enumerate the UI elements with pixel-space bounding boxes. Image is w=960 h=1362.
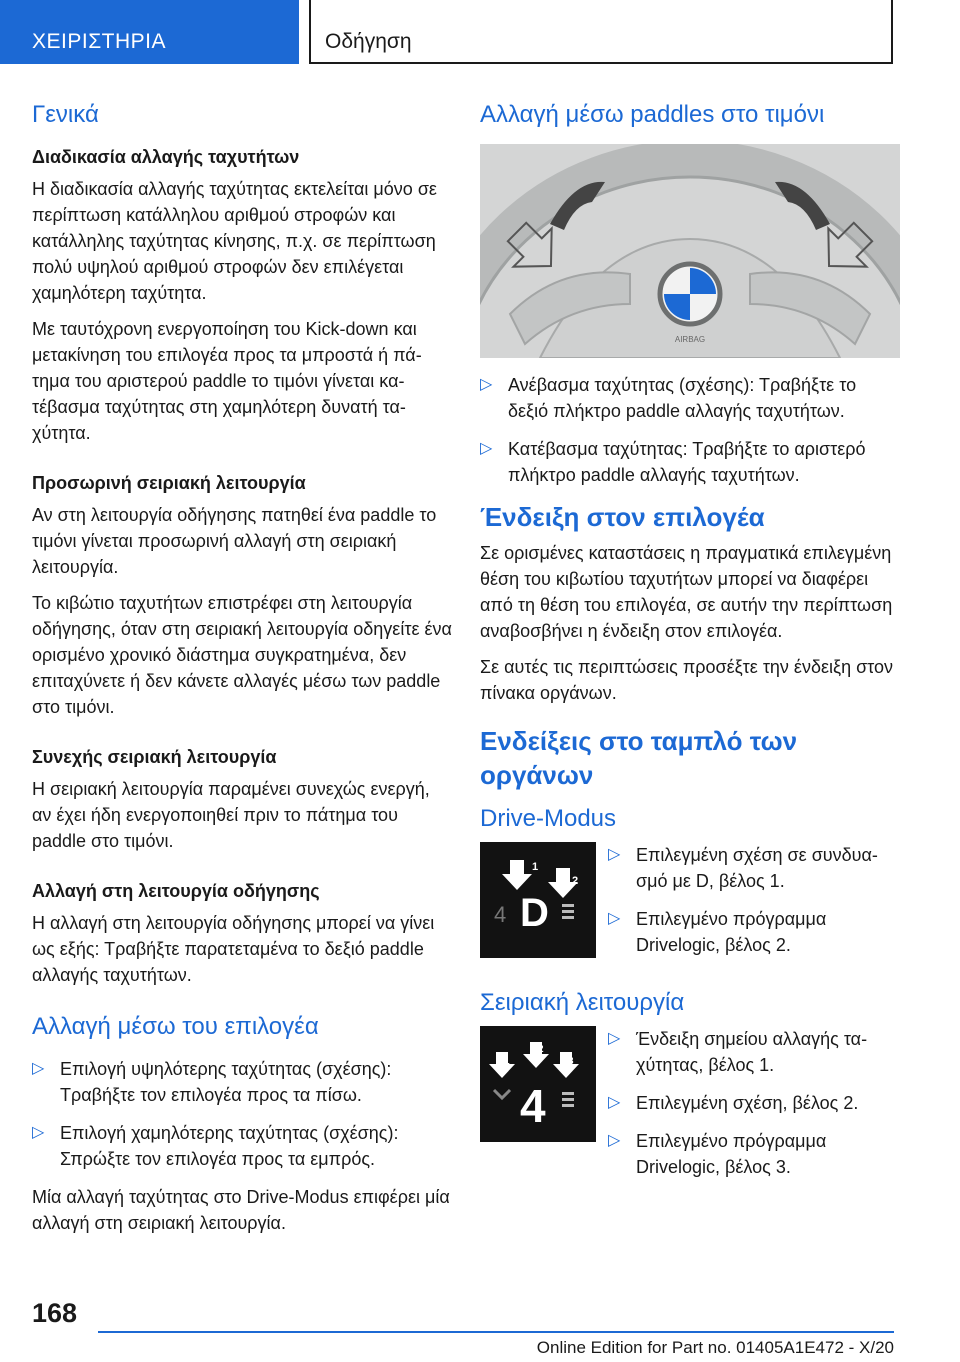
paragraph: Μία αλλαγή ταχύτητας στο Drive-Modus επιφέρει μία αλλαγή στη σειριακή λειτουργία.	[32, 1187, 450, 1233]
triangle-right-outline-icon: ▷	[608, 1132, 621, 1149]
right-column	[480, 100, 900, 1210]
airbag-badge: AIRBAG	[674, 335, 706, 344]
paragraph: Με ταυτόχρονη ενεργοποίηση του Kick-down και μετακίνηση του επιλογέα προς τα μπροστά ή πάτημα του αριστερού paddle το τιμόνι γίνεται κατέβασμα ταχύτητας στη χαμηλότερη δυνατή ταχύτητα.	[32, 319, 422, 443]
left-column	[32, 100, 452, 1246]
chapter-header	[309, 0, 893, 64]
paragraph: Η διαδικασία αλλαγής ταχύτητας εκτελείται μόνο σε περίπτωση κατάλληλου αριθμού στροφών και κατάλληλης ταχύτητας κίνησης, π.χ. σε περίπτωση πολύ υψηλού αριθμού στροφών δεν επιλέγεται χαμηλότερη ταχύτητα.	[32, 179, 437, 303]
bullet-list	[608, 1026, 900, 1192]
list-item: ▷ Ανέβασμα ταχύτητας (σχέσης): Τραβήξτε το δεξιό πλήκτρο paddle αλλαγής ταχυτήτων.	[480, 372, 900, 424]
triangle-right-outline-icon: ▷	[608, 846, 621, 863]
heading-manual-mode: Σειριακή λειτουργία	[480, 989, 685, 1016]
heading-selector-lever: Αλλαγή μέσω του επιλογέα	[32, 1013, 319, 1040]
heading-switch-drive: Αλλαγή στη λειτουργία οδήγησης	[32, 881, 320, 901]
svg-text:3: 3	[568, 1056, 574, 1067]
heading-instrument-cluster: Ενδείξεις στο ταμπλό των οργάνων	[480, 726, 798, 790]
triangle-right-outline-icon: ▷	[608, 1094, 621, 1111]
triangle-right-outline-icon: ▷	[480, 376, 493, 393]
svg-text:D: D	[520, 891, 549, 935]
page-number: 168	[32, 1298, 78, 1328]
heading-general: Γενικά	[32, 101, 99, 128]
list-item: ▷ Επιλογή υψηλότερης ταχύτητας (σχέσης): Τραβήξτε τον επιλογέα προς τα πίσω.	[32, 1056, 452, 1108]
list-item: ▷ Κατέβασμα ταχύτητας: Τραβήξτε το αριστερό πλήκτρο paddle αλλαγής ταχυτήτων.	[480, 436, 900, 488]
footer-rule	[98, 1331, 894, 1333]
svg-text:1: 1	[532, 861, 539, 873]
steering-wheel-illustration	[480, 144, 900, 358]
bullet-list	[480, 372, 900, 488]
triangle-right-outline-icon: ▷	[608, 910, 621, 927]
svg-text:1: 1	[504, 1056, 510, 1067]
triangle-right-outline-icon: ▷	[480, 440, 493, 457]
section-title: ΧΕΙΡΙΣΤΗΡΙΑ	[32, 30, 167, 53]
list-item: ▷ Επιλεγμένη σχέση σε συνδυασμό με D, βέλος 1.	[608, 842, 900, 894]
triangle-right-outline-icon: ▷	[32, 1124, 45, 1141]
edition-note: Online Edition for Part no. 01405A1E472 - X/20	[536, 1338, 894, 1357]
section-tab	[0, 0, 299, 64]
list-item: ▷ Επιλεγμένη σχέση, βέλος 2.	[608, 1090, 900, 1116]
list-item: ▷ Ένδειξη σημείου αλλαγής ταχύτητας, βέλος 1.	[608, 1026, 900, 1078]
paragraph: Η αλλαγή στη λειτουργία οδήγησης μπορεί να γίνει ως εξής: Τραβήξτε παρατεταμένα το δεξιό paddle αλλαγής ταχυτήτων.	[32, 913, 435, 985]
manual-mode-row	[480, 1026, 900, 1192]
drive-display-image	[480, 842, 596, 958]
triangle-right-outline-icon: ▷	[32, 1060, 45, 1077]
triangle-right-outline-icon: ▷	[608, 1030, 621, 1047]
heading-drive-modus: Drive-Modus	[480, 805, 617, 832]
svg-text:2: 2	[572, 875, 579, 887]
chapter-title: Οδήγηση	[325, 30, 412, 53]
svg-text:4: 4	[520, 1080, 546, 1132]
list-item: ▷ Επιλογή χαμηλότερης ταχύτητας (σχέσης): Σπρώξτε τον επιλογέα προς τα εμπρός.	[32, 1120, 452, 1172]
bullet-list	[608, 842, 900, 970]
heading-selector-indicator: Ένδειξη στον επιλογέα	[480, 502, 765, 532]
bullet-list	[32, 1056, 452, 1172]
drive-modus-row	[480, 842, 900, 970]
svg-text:2: 2	[538, 1044, 544, 1055]
paragraph: Σε ορισμένες καταστάσεις η πραγματικά επιλεγμένη θέση του κιβωτίου ταχυτήτων μπορεί να διαφέρει από τη θέση του επιλογέα, σε αυτήν την περίπτωση αναβοσβήνει η ένδειξη στον επιλογέα.	[480, 543, 893, 641]
heading-continuous-manual: Συνεχής σειριακή λειτουργία	[32, 747, 277, 767]
paragraph: Το κιβώτιο ταχυτήτων επιστρέφει στη λειτουργία οδήγησης, όταν στη σειριακή λειτουργία οδηγείτε ένα ορισμένο χρονικό διάστημα συγκρατημένα, δεν επιταχύνετε ή δεν κάνετε αλλαγές μέσω των paddle στο τιμόνι.	[32, 593, 452, 717]
paragraph: Αν στη λειτουργία οδήγησης πατηθεί ένα paddle το τιμόνι γίνεται προσωρινή αλλαγή στη σειριακή λειτουργία.	[32, 505, 437, 577]
heading-procedure: Διαδικασία αλλαγής ταχυτήτων	[32, 147, 300, 167]
list-item: ▷ Επιλεγμένο πρόγραμμα Drivelogic, βέλος 2.	[608, 906, 900, 958]
list-item: ▷ Επιλεγμένο πρόγραμμα Drivelogic, βέλος 3.	[608, 1128, 900, 1180]
paragraph: Σε αυτές τις περιπτώσεις προσέξτε την ένδειξη στον πίνακα οργάνων.	[480, 657, 894, 703]
manual-display-image	[480, 1026, 596, 1142]
heading-paddles: Αλλαγή μέσω paddles στο τιμόνι	[480, 101, 825, 128]
paragraph: Η σειριακή λειτουργία παραμένει συνεχώς ενεργή, αν έχει ήδη ενεργοποιηθεί πριν το πάτημα του paddle στο τιμόνι.	[32, 779, 430, 851]
svg-text:4: 4	[494, 902, 507, 927]
steering-wheel-image	[480, 144, 900, 358]
heading-temporary-manual: Προσωρινή σειριακή λειτουργία	[32, 473, 306, 493]
